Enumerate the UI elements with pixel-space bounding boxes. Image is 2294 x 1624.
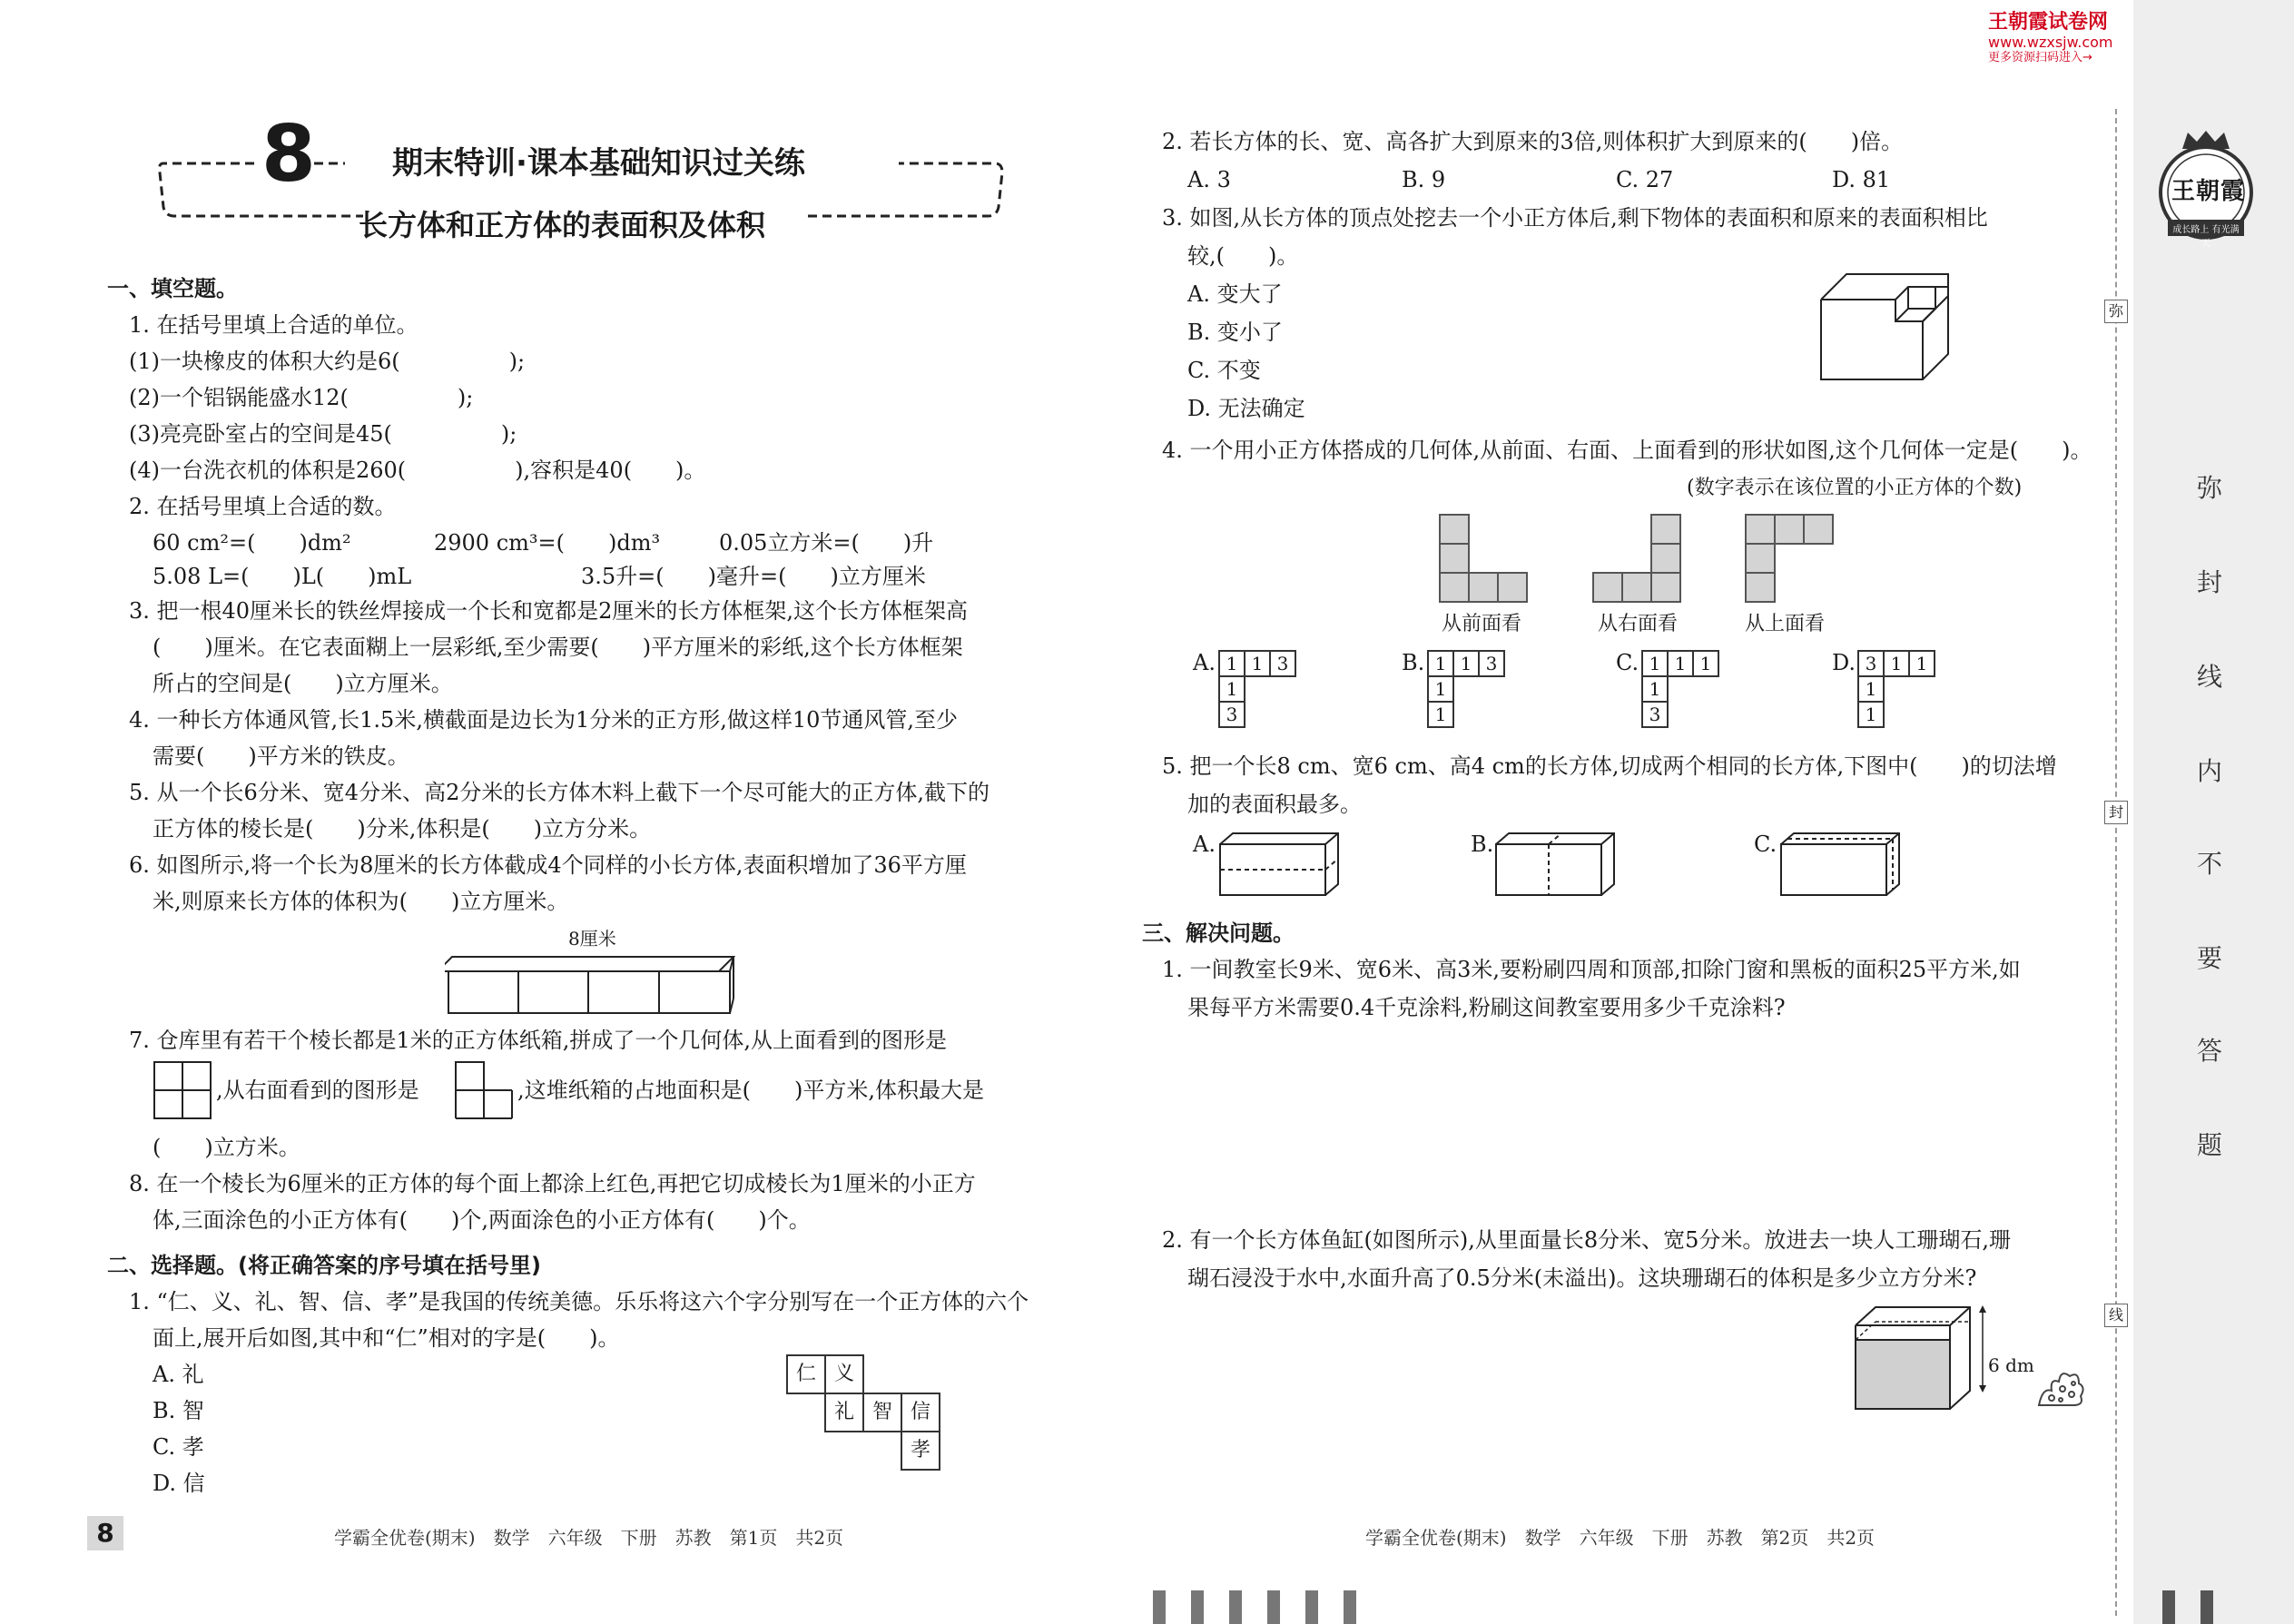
- right-view-cell: [1592, 572, 1623, 603]
- q3-line2: ( )厘米。在它表面糊上一层彩纸,至少需要( )平方厘米的彩纸,这个长方体框架: [153, 635, 963, 660]
- grid-cell: 1: [1668, 651, 1693, 676]
- q2-b: 2900 cm³=( )dm³: [434, 530, 661, 556]
- grid-cell: 1: [1642, 676, 1668, 702]
- coral-stone-icon: [2033, 1360, 2088, 1411]
- page-number-badge: 8: [87, 1516, 123, 1550]
- seal-text-char: 题: [2197, 1130, 2223, 1160]
- q8-line1: 8. 在一个棱长为6厘米的正方体的每个面上都涂上红色,再把它切成棱长为1厘米的小正方: [129, 1171, 976, 1196]
- seal-mark: 弥: [2104, 300, 2128, 323]
- c2-option-b[interactable]: B. 9: [1402, 167, 1446, 192]
- c5-option-c-figure[interactable]: [1777, 830, 1905, 899]
- c1-option-d[interactable]: D. 信: [153, 1471, 205, 1496]
- q6-line1: 6. 如图所示,将一个长为8厘米的长方体截成4个同样的小长方体,表面积增加了36平方厘: [129, 852, 967, 878]
- front-view-cell: [1468, 572, 1499, 603]
- brand-logo-motto: 成长路上 有光满天: [2172, 225, 2240, 249]
- print-marks: [1153, 1590, 1371, 1624]
- c3-option-c[interactable]: C. 不变: [1187, 358, 1261, 383]
- grid-cell: 1: [1693, 651, 1718, 676]
- brand-tagline: 更多资源扫码进入→: [1988, 51, 2092, 64]
- c3-line1: 3. 如图,从长方体的顶点处挖去一个小正方体后,剩下物体的表面积和原来的表面积相比: [1162, 205, 1988, 231]
- right-view-cell: [1621, 572, 1652, 603]
- c1-option-a[interactable]: A. 礼: [153, 1362, 204, 1387]
- c5-line2: 加的表面积最多。: [1187, 792, 1362, 817]
- header-subtitle: 长方体和正方体的表面积及体积: [359, 208, 766, 242]
- q7-top-view-figure: [153, 1060, 212, 1120]
- fish-tank-height-label: 6 dm: [1988, 1354, 2034, 1376]
- grid-cell: 1: [1884, 651, 1909, 676]
- brand-block: [1988, 11, 2133, 65]
- q5-line1: 5. 从一个长6分米、宽4分米、高2分米的长方体木料上截下一个尽可能大的正方体,截下的: [129, 780, 989, 805]
- footer-left: 学霸全优卷(期末) 数学 六年级 下册 苏教 第1页 共2页: [334, 1527, 844, 1549]
- grid-cell: 3: [1642, 702, 1668, 727]
- net-cell: 礼: [824, 1393, 864, 1432]
- sidebar-bottom-marks: [2162, 1590, 2235, 1624]
- q7-line2b: ,这堆纸箱的占地面积是( )平方米,体积最大是: [517, 1078, 984, 1103]
- c3-line2: 较,( )。: [1187, 243, 1299, 269]
- c5-option-c-label[interactable]: C.: [1754, 832, 1777, 857]
- net-cell: 仁: [786, 1354, 826, 1394]
- q2-text: 2. 在括号里填上合适的数。: [129, 494, 397, 519]
- q6-length-label: 8厘米: [568, 928, 616, 950]
- header-number: 8: [261, 109, 316, 200]
- front-view-cell: [1439, 543, 1470, 574]
- c2-text: 2. 若长方体的长、宽、高各扩大到原来的3倍,则体积扩大到原来的( )倍。: [1162, 129, 1904, 154]
- c3-option-d[interactable]: D. 无法确定: [1187, 396, 1305, 421]
- seal-text-char: 内: [2197, 756, 2223, 786]
- grid-cell: 3: [1219, 702, 1245, 727]
- brand-name: 王朝霞试卷网: [1988, 11, 2109, 34]
- top-view-cell: [1803, 514, 1834, 545]
- q4-line2: 需要( )平方米的铁皮。: [153, 743, 409, 769]
- sidebar-dashed-line: [2115, 109, 2117, 1616]
- q6-cuboid-figure: [445, 948, 735, 1017]
- q1-1-text: (1)一块橡皮的体积大约是6( );: [129, 349, 526, 374]
- q2-c: 0.05立方米=( )升: [719, 530, 934, 556]
- grid-cell: 1: [1428, 702, 1453, 727]
- p2-line2: 瑚石浸没于水中,水面升高了0.5分米(未溢出)。这块珊瑚石的体积是多少立方分米?: [1187, 1265, 1977, 1291]
- q8-line2: 体,三面涂色的小正方体有( )个,两面涂色的小正方体有( )个。: [153, 1207, 811, 1233]
- c1-option-b[interactable]: B. 智: [153, 1398, 204, 1423]
- net-cell: 孝: [901, 1431, 940, 1471]
- c3-cuboid-notch-figure: [1816, 269, 1952, 387]
- c4-option-a-grid[interactable]: [1218, 650, 1296, 728]
- c4-option-c-label[interactable]: C.: [1616, 650, 1639, 675]
- grid-cell: 3: [1270, 651, 1295, 676]
- q2-e: 3.5升=( )毫升=( )立方厘米: [581, 564, 926, 589]
- brand-logo-text: 王朝霞: [2171, 178, 2246, 205]
- q1-3-text: (3)亮亮卧室占的空间是45( );: [129, 421, 517, 447]
- p1-line1: 1. 一间教室长9米、宽6米、高3米,要粉刷四周和顶部,扣除门窗和黑板的面积25平方米,如: [1162, 957, 2021, 982]
- grid-cell: 1: [1219, 676, 1245, 702]
- grid-cell: 1: [1642, 651, 1668, 676]
- seal-text-char: 线: [2197, 662, 2223, 692]
- c2-option-d[interactable]: D. 81: [1832, 167, 1891, 192]
- c5-option-b-figure[interactable]: [1492, 830, 1620, 899]
- c5-option-b-label[interactable]: B.: [1471, 832, 1494, 857]
- grid-cell: 1: [1858, 676, 1884, 702]
- header-title: 期末特训·课本基础知识过关练: [392, 145, 805, 182]
- top-view-cell: [1745, 543, 1776, 574]
- q1-text: 1. 在括号里填上合适的单位。: [129, 312, 418, 338]
- c2-option-c[interactable]: C. 27: [1616, 167, 1674, 192]
- c1-option-c[interactable]: C. 孝: [153, 1434, 204, 1460]
- c4-note: (数字表示在该位置的小正方体的个数): [1687, 477, 2023, 499]
- q7-line2a: ,从右面看到的图形是: [216, 1078, 419, 1103]
- fish-tank-figure: [1852, 1304, 1997, 1412]
- grid-cell: 1: [1453, 651, 1479, 676]
- c5-option-a-label[interactable]: A.: [1193, 832, 1216, 857]
- grid-cell: 1: [1909, 651, 1935, 676]
- footer-right: 学霸全优卷(期末) 数学 六年级 下册 苏教 第2页 共2页: [1365, 1527, 1876, 1549]
- seal-mark: 线: [2104, 1304, 2128, 1327]
- grid-cell: 1: [1245, 651, 1270, 676]
- p2-line1: 2. 有一个长方体鱼缸(如图所示),从里面量长8分米、宽5分米。放进去一块人工珊瑚石,珊: [1162, 1227, 2012, 1253]
- seal-text-char: 封: [2197, 567, 2223, 597]
- c3-option-a[interactable]: A. 变大了: [1187, 281, 1283, 307]
- top-view-cell: [1745, 514, 1776, 545]
- top-view-cell: [1745, 572, 1776, 603]
- q6-line2: 米,则原来长方体的体积为( )立方厘米。: [153, 889, 569, 914]
- view-label-front: 从前面看: [1442, 613, 1522, 635]
- q3-line1: 3. 把一根40厘米长的铁丝焊接成一个长和宽都是2厘米的长方体框架,这个长方体框架高: [129, 598, 968, 624]
- net-cell: 义: [824, 1354, 864, 1394]
- right-view-cell: [1650, 572, 1681, 603]
- front-view-cell: [1439, 514, 1470, 545]
- q2-a: 60 cm²=( )dm²: [153, 530, 351, 556]
- q7-line3: ( )立方米。: [153, 1135, 300, 1160]
- view-label-top: 从上面看: [1745, 613, 1826, 635]
- seal-text-char: 答: [2197, 1036, 2223, 1066]
- c4-option-b-label[interactable]: B.: [1402, 650, 1425, 675]
- q1-4-text: (4)一台洗衣机的体积是260( ),容积是40( )。: [129, 458, 706, 483]
- seal-text-char: 不: [2197, 849, 2223, 879]
- net-cell: 信: [901, 1393, 940, 1432]
- p1-line2: 果每平方米需要0.4千克涂料,粉刷这间教室要用多少千克涂料?: [1187, 995, 1786, 1020]
- seal-text-char: 要: [2197, 943, 2223, 973]
- net-cell: 智: [862, 1393, 902, 1432]
- grid-cell: 3: [1479, 651, 1504, 676]
- front-view-cell: [1439, 572, 1470, 603]
- section-problems: 三、解决问题。: [1142, 920, 1295, 946]
- c4-line1: 4. 一个用小正方体搭成的几何体,从前面、右面、上面看到的形状如图,这个几何体一定是( )。: [1162, 438, 2092, 463]
- c4-option-d-label[interactable]: D.: [1832, 650, 1856, 675]
- q4-line1: 4. 一种长方体通风管,长1.5米,横截面是边长为1分米的正方形,做这样10节通风管,至少: [129, 707, 959, 733]
- q3-line3: 所占的空间是( )立方厘米。: [153, 671, 453, 696]
- c1-line1: 1. “仁、义、礼、智、信、孝”是我国的传统美德。乐乐将这六个字分别写在一个正方体的六个: [129, 1289, 1029, 1314]
- grid-cell: 3: [1858, 651, 1884, 676]
- section-choice: 二、选择题。(将正确答案的序号填在括号里): [107, 1253, 541, 1278]
- brand-url[interactable]: www.wzxsjw.com: [1988, 34, 2113, 51]
- c3-option-b[interactable]: B. 变小了: [1187, 320, 1283, 345]
- seal-text-char: 弥: [2197, 473, 2223, 503]
- c5-line1: 5. 把一个长8 cm、宽6 cm、高4 cm的长方体,切成两个相同的长方体,下图中( )的切法增: [1162, 753, 2057, 779]
- q1-2-text: (2)一个铝锅能盛水12( );: [129, 385, 474, 410]
- right-view-cell: [1650, 514, 1681, 545]
- q2-d: 5.08 L=( )L( )mL: [153, 564, 412, 589]
- c1-line2: 面上,展开后如图,其中和“仁”相对的字是( )。: [153, 1325, 620, 1351]
- grid-cell: 1: [1858, 702, 1884, 727]
- section-fill-blank: 一、填空题。: [107, 276, 238, 301]
- view-label-right: 从右面看: [1598, 613, 1679, 635]
- grid-cell: 1: [1428, 676, 1453, 702]
- c4-option-d-grid[interactable]: [1857, 650, 1935, 728]
- q7-right-view-figure: [454, 1060, 514, 1120]
- front-view-cell: [1497, 572, 1528, 603]
- right-view-cell: [1650, 543, 1681, 574]
- grid-cell: 1: [1428, 651, 1453, 676]
- c4-option-c-grid[interactable]: [1641, 650, 1719, 728]
- q7-line1: 7. 仓库里有若干个棱长都是1米的正方体纸箱,拼成了一个几何体,从上面看到的图形是: [129, 1028, 948, 1053]
- top-view-cell: [1774, 514, 1805, 545]
- c4-option-b-grid[interactable]: [1427, 650, 1505, 728]
- c5-option-a-figure[interactable]: [1216, 830, 1344, 899]
- grid-cell: 1: [1219, 651, 1245, 676]
- seal-mark: 封: [2104, 801, 2128, 824]
- q5-line2: 正方体的棱长是( )分米,体积是( )立方分米。: [153, 816, 652, 842]
- c4-option-a-label[interactable]: A.: [1193, 650, 1216, 675]
- c2-option-a[interactable]: A. 3: [1187, 167, 1231, 192]
